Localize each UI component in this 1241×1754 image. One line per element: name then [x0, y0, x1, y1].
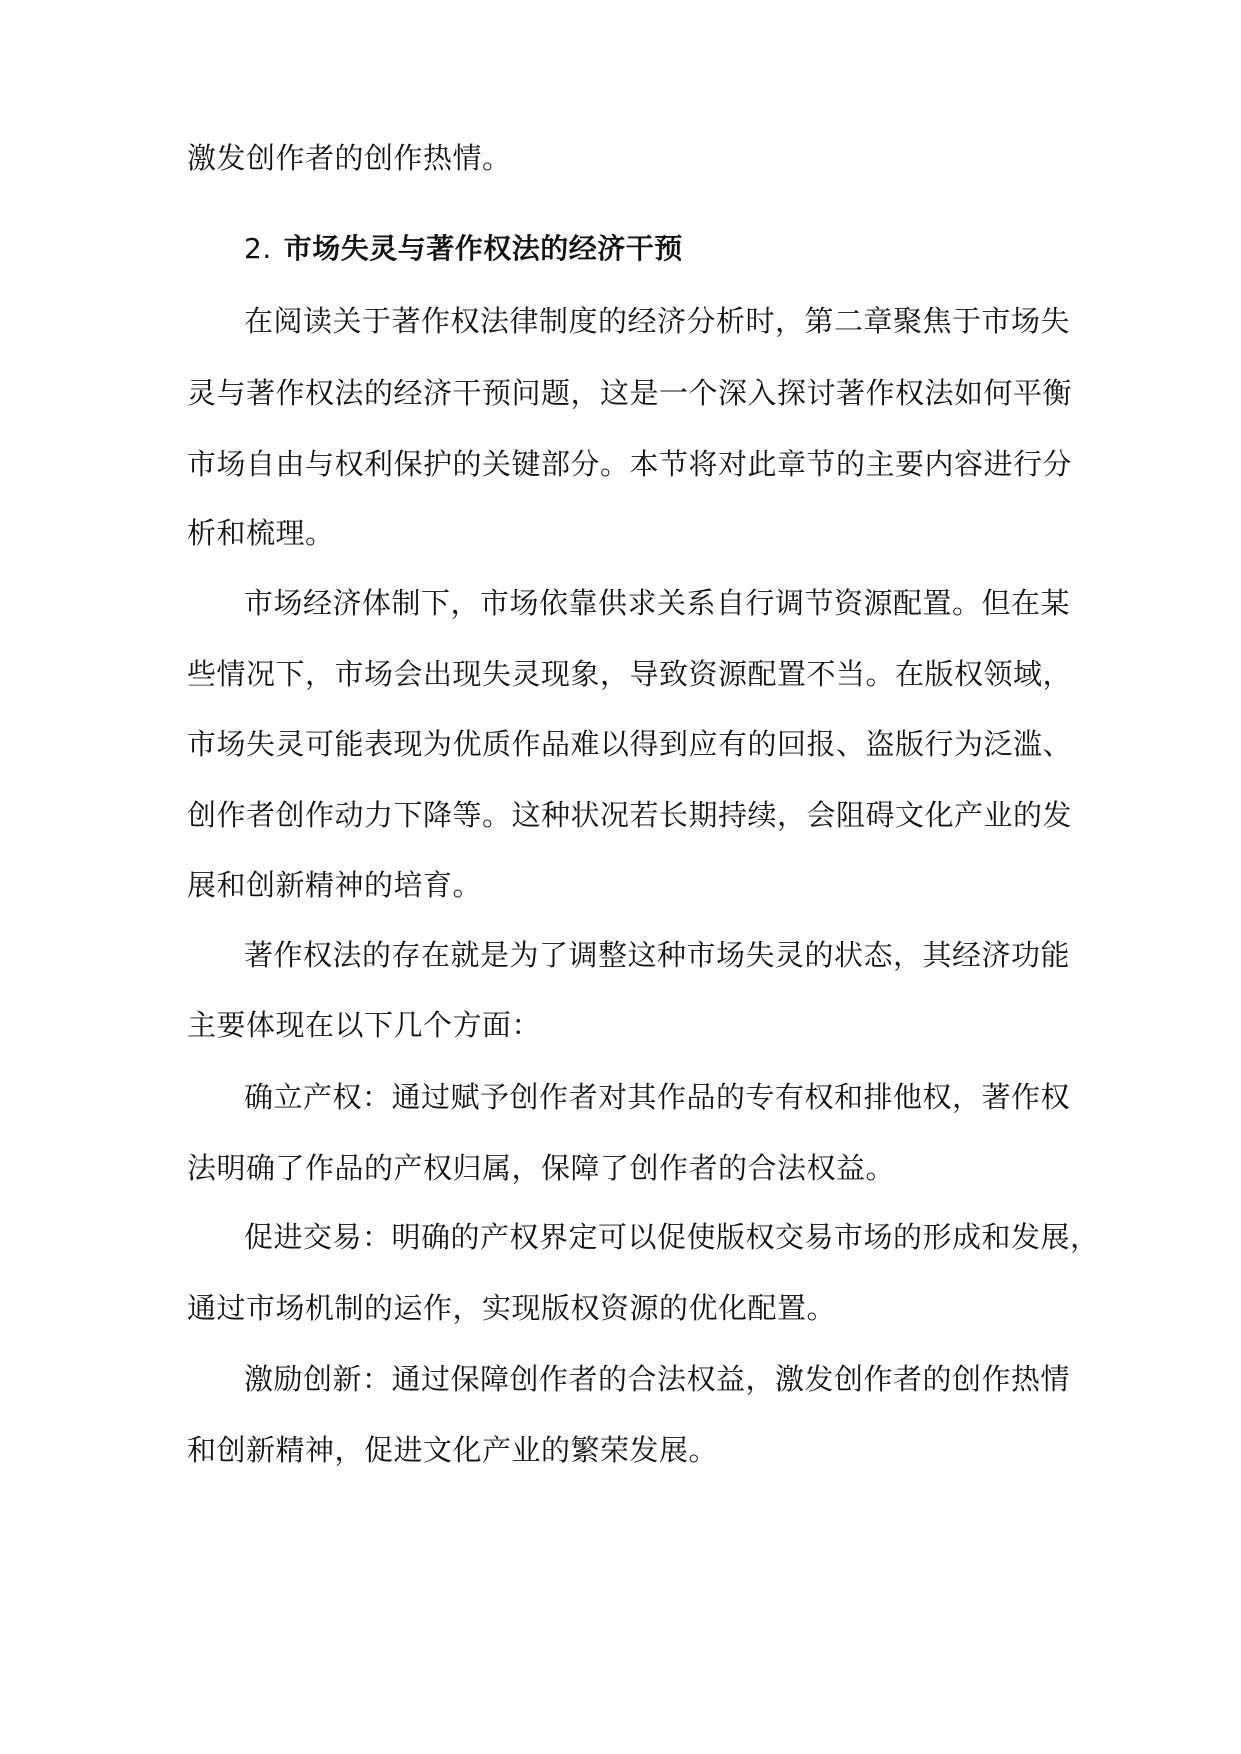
section-heading [244, 229, 683, 269]
text-line: 激发创作者的创作热情。 [187, 141, 512, 175]
text-line: 灵与著作权法的经济干预问题，这是一个深入探讨著作权法如何平衡 [187, 376, 1073, 410]
text-line: 析和梳理。 [187, 516, 335, 550]
text-line: 通过市场机制的运作，实现版权资源的优化配置。 [187, 1291, 837, 1325]
text-line: 主要体现在以下几个方面： [187, 1008, 542, 1042]
text-line: 创作者创作动力下降等。这种状况若长期持续，会阻碍文化产业的发 [187, 798, 1073, 832]
text-line: 展和创新精神的培育。 [187, 868, 483, 902]
text-line: 法明确了作品的产权归属，保障了创作者的合法权益。 [187, 1151, 896, 1185]
text-line: 和创新精神，促进文化产业的繁荣发展。 [187, 1433, 719, 1467]
text-line: 市场自由与权利保护的关键部分。本节将对此章节的主要内容进行分 [187, 447, 1073, 481]
text-line: 促进交易：明确的产权界定可以促使版权交易市场的形成和发展， [244, 1220, 1100, 1254]
text-line: 市场失灵可能表现为优质作品难以得到应有的回报、盗版行为泛滥、 [187, 727, 1073, 761]
text-line: 在阅读关于著作权法律制度的经济分析时，第二章聚焦于市场失 [244, 304, 1071, 338]
text-line: 激励创新：通过保障创作者的合法权益，激发创作者的创作热情 [244, 1362, 1071, 1396]
text-line: 些情况下，市场会出现失灵现象，导致资源配置不当。在版权领域， [187, 657, 1073, 691]
text-line: 著作权法的存在就是为了调整这种市场失灵的状态，其经济功能 [244, 938, 1071, 972]
section-number: 2. [244, 232, 272, 265]
text-line: 确立产权：通过赋予创作者对其作品的专有权和排他权，著作权 [244, 1080, 1071, 1114]
section-title: 市场失灵与著作权法的经济干预 [283, 232, 683, 265]
text-line: 市场经济体制下，市场依靠供求关系自行调节资源配置。但在某 [244, 586, 1071, 620]
